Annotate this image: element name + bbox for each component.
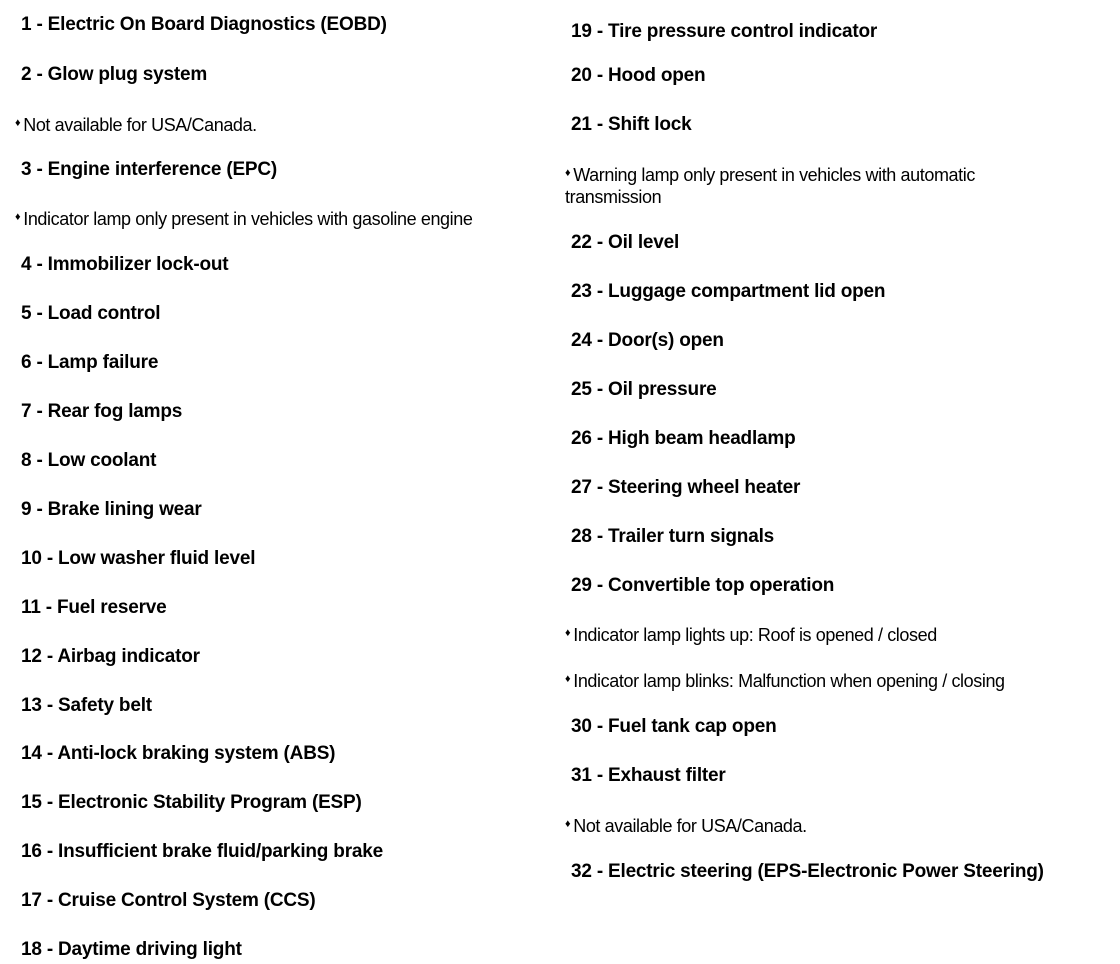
legend-item: 16 - Insufficient brake fluid/parking brake (21, 841, 383, 862)
legend-item: 10 - Low washer fluid level (21, 548, 256, 569)
legend-item: 27 - Steering wheel heater (571, 477, 801, 498)
legend-item: 11 - Fuel reserve (21, 597, 167, 618)
legend-item: 28 - Trailer turn signals (571, 526, 775, 547)
legend-item: 13 - Safety belt (21, 695, 152, 716)
legend-item: 3 - Engine interference (EPC) (21, 159, 278, 180)
legend-item: 24 - Door(s) open (571, 330, 724, 351)
legend-item: 20 - Hood open (571, 65, 706, 86)
legend-item: 26 - High beam headlamp (571, 428, 796, 449)
legend-note: ♦ Not available for USA/Canada. (15, 112, 257, 136)
bullet-icon: ♦ (565, 818, 571, 830)
legend-item: 25 - Oil pressure (571, 379, 717, 400)
legend-note: ♦ Indicator lamp lights up: Roof is opened / closed (565, 622, 937, 646)
legend-item: 1 - Electric On Board Diagnostics (EOBD) (21, 14, 387, 35)
legend-item: 6 - Lamp failure (21, 352, 159, 373)
bullet-icon: ♦ (565, 167, 571, 179)
legend-item: 12 - Airbag indicator (21, 646, 200, 667)
legend-item: 18 - Daytime driving light (21, 939, 242, 960)
legend-note: ♦ Indicator lamp blinks: Malfunction when opening / closing (565, 668, 1005, 692)
legend-item: 14 - Anti-lock braking system (ABS) (21, 743, 336, 764)
legend-item: 9 - Brake lining wear (21, 499, 202, 520)
legend-item: 4 - Immobilizer lock-out (21, 254, 229, 275)
legend-item: 31 - Exhaust filter (571, 765, 726, 786)
legend-note: ♦ Not available for USA/Canada. (565, 813, 807, 837)
legend-item: 2 - Glow plug system (21, 64, 208, 85)
legend-item: 8 - Low coolant (21, 450, 157, 471)
legend-item: 22 - Oil level (571, 232, 680, 253)
legend-item: 23 - Luggage compartment lid open (571, 281, 886, 302)
bullet-icon: ♦ (15, 211, 21, 223)
legend-item: 17 - Cruise Control System (CCS) (21, 890, 316, 911)
bullet-icon: ♦ (15, 117, 21, 129)
legend-item: 15 - Electronic Stability Program (ESP) (21, 792, 362, 813)
legend-note: ♦ Warning lamp only present in vehicles with automatic transmission (565, 162, 1045, 208)
legend-item: 5 - Load control (21, 303, 161, 324)
bullet-icon: ♦ (565, 673, 571, 685)
legend-item: 29 - Convertible top operation (571, 575, 835, 596)
legend-note: ♦ Indicator lamp only present in vehicles with gasoline engine (15, 206, 473, 230)
legend-item: 21 - Shift lock (571, 114, 692, 135)
legend-item: 30 - Fuel tank cap open (571, 716, 777, 737)
bullet-icon: ♦ (565, 627, 571, 639)
legend-item: 7 - Rear fog lamps (21, 401, 183, 422)
legend-item: 19 - Tire pressure control indicator (571, 21, 878, 42)
legend-item: 32 - Electric steering (EPS-Electronic Power Steering) (571, 861, 1044, 882)
